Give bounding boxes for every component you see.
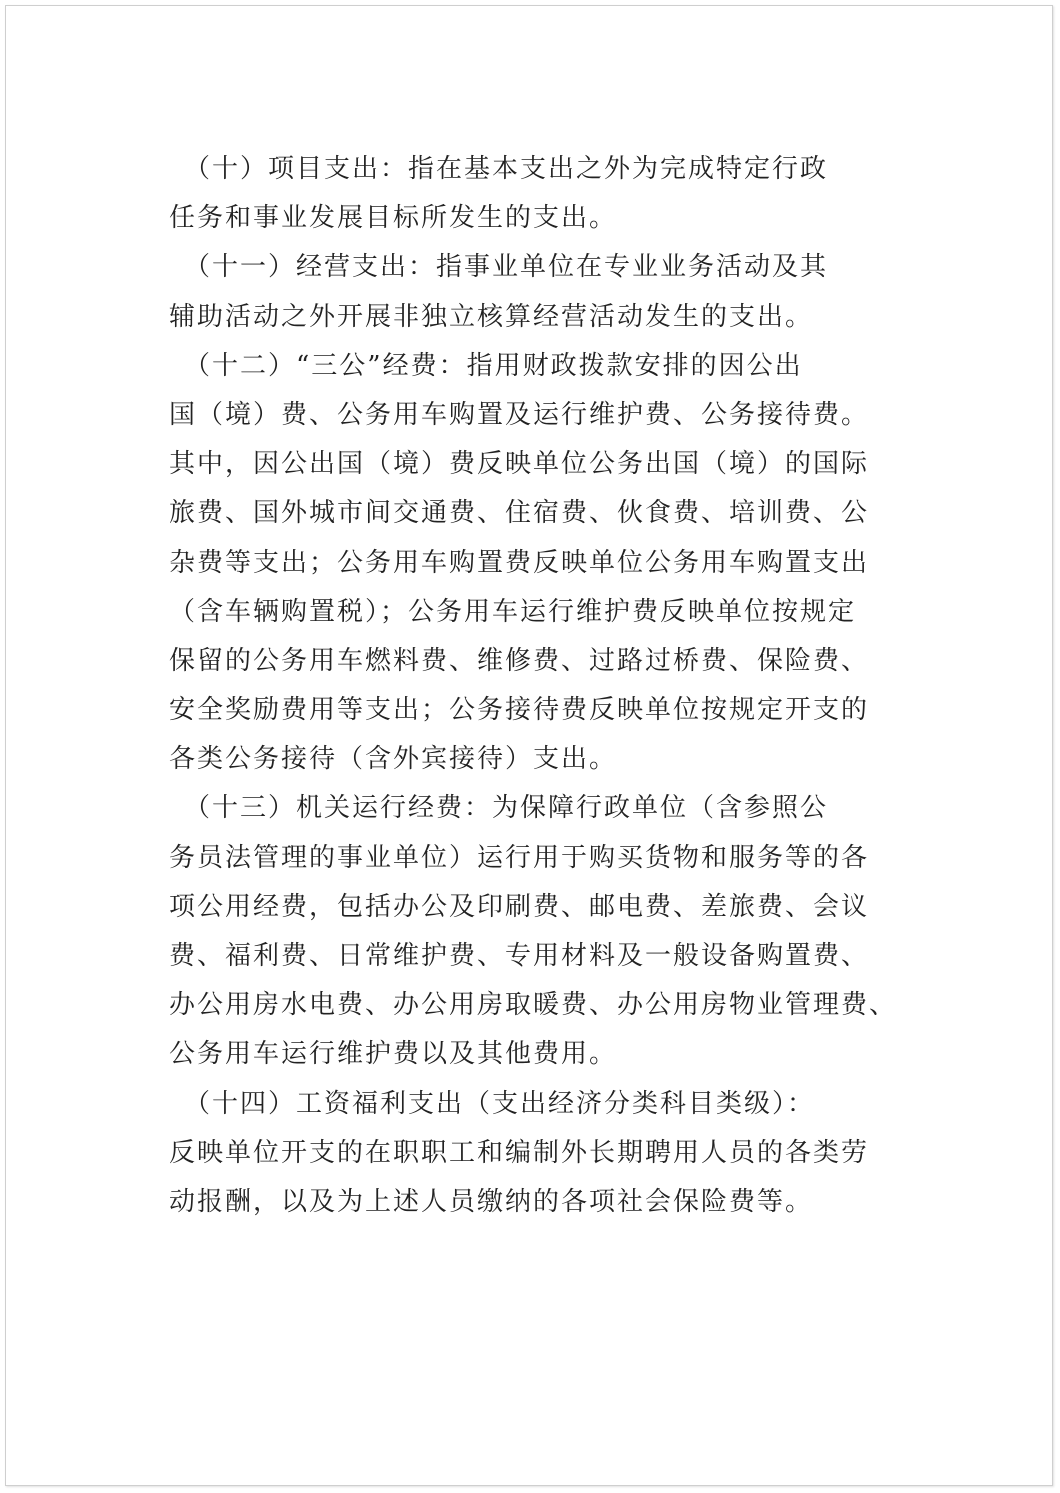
paragraph-three-public-expenses	[169, 342, 929, 785]
text-line: （含车辆购置税）；公务用车运行维护费反映单位按规定	[169, 596, 857, 627]
text-line: 动报酬，以及为上述人员缴纳的各项社会保险费等。	[169, 1186, 814, 1217]
text-line: 杂费等支出；公务用车购置费反映单位公务用车购置支出	[169, 547, 870, 578]
text-line: 公务用车运行维护费以及其他费用。	[169, 1039, 618, 1070]
document-body	[169, 145, 929, 1227]
paragraph-agency-operating-expenses	[169, 784, 929, 1079]
text-line: （十四）工资福利支出（支出经济分类科目类级）：	[169, 1088, 816, 1119]
text-line: 办公用房水电费、办公用房取暖费、办公用房物业管理费、	[169, 990, 898, 1021]
text-line: （十一）经营支出：指事业单位在专业业务活动及其	[169, 252, 829, 283]
text-line: 安全奖励费用等支出；公务接待费反映单位按规定开支的	[169, 695, 870, 726]
text-line: 旅费、国外城市间交通费、住宿费、伙食费、培训费、公	[169, 498, 870, 529]
text-line: 各类公务接待（含外宾接待）支出。	[169, 744, 618, 775]
text-line: （十）项目支出：指在基本支出之外为完成特定行政	[169, 154, 829, 184]
text-line: 费、福利费、日常维护费、专用材料及一般设备购置费、	[169, 941, 870, 971]
text-line: 保留的公务用车燃料费、维修费、过路过桥费、保险费、	[169, 645, 870, 676]
text-line: （十三）机关运行经费：为保障行政单位（含参照公	[169, 793, 829, 824]
paragraph-wage-welfare-expenditure	[169, 1080, 929, 1228]
text-line: 国（境）费、公务用车购置及运行维护费、公务接待费。	[169, 399, 870, 430]
text-line: （十二）“三公”经费：指用财政拨款安排的因公出	[169, 350, 803, 381]
text-line: 其中，因公出国（境）费反映单位公务出国（境）的国际	[169, 449, 870, 480]
paragraph-project-expenditure	[169, 145, 929, 243]
text-line: 任务和事业发展目标所发生的支出。	[169, 203, 618, 234]
text-line: 务员法管理的事业单位）运行用于购买货物和服务等的各	[169, 842, 870, 873]
paragraph-operating-expenditure	[169, 243, 929, 341]
document-page	[5, 5, 1053, 1486]
text-line: 反映单位开支的在职职工和编制外长期聘用人员的各类劳	[169, 1137, 870, 1168]
text-line: 辅助活动之外开展非独立核算经营活动发生的支出。	[169, 301, 814, 332]
text-line: 项公用经费，包括办公及印刷费、邮电费、差旅费、会议	[169, 891, 870, 922]
